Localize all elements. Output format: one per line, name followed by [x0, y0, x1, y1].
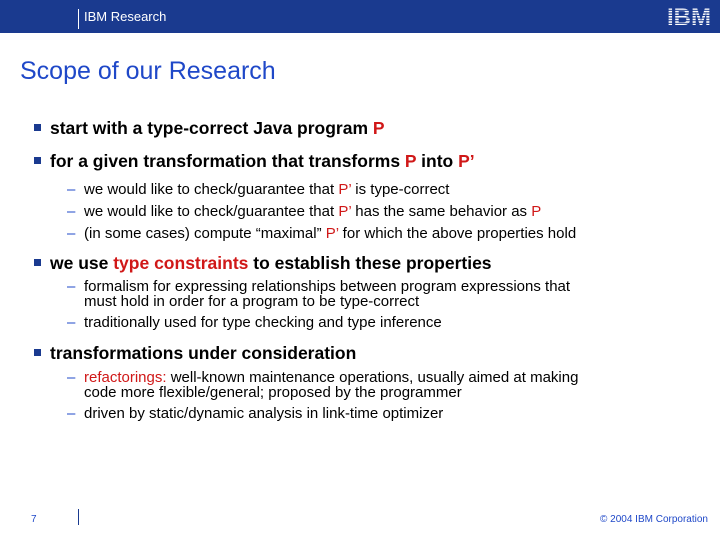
- bullet-list: [34, 115, 704, 422]
- slide-title: Scope of our Research: [20, 57, 276, 85]
- ibm-logo: [664, 3, 714, 29]
- header-divider: [78, 9, 79, 29]
- bullet-square-icon: [34, 349, 41, 356]
- header-bar: [0, 0, 720, 33]
- copyright: © 2004 IBM Corporation: [600, 514, 708, 525]
- bullet-4: transformations under consideration: [34, 342, 704, 364]
- header-label: IBM Research: [84, 9, 167, 24]
- sub-bullet: – driven by static/dynamic analysis in link-time optimizer: [67, 405, 444, 422]
- footer-divider: [78, 509, 79, 525]
- sub-bullet: – formalism for expressing relationships between program expressions that must hold in order for a program to be type-correct: [67, 278, 571, 310]
- sub-bullet: – we would like to check/guarantee that P’ is type-correct: [67, 181, 450, 198]
- sub-bullet: – refactorings: well-known maintenance operations, usually aimed at making code more flexible/general; proposed by the programmer: [67, 369, 579, 401]
- bullet-square-icon: [34, 157, 41, 164]
- bullet-square-icon: [34, 259, 41, 266]
- bullet-2: for a given transformation that transforms P into P’: [34, 150, 704, 172]
- sub-bullet: – (in some cases) compute “maximal” P’ for which the above properties hold: [67, 225, 577, 242]
- sub-bullet: – traditionally used for type checking and type inference: [67, 314, 442, 331]
- svg-text:IBM: IBM: [667, 4, 711, 29]
- page-number: 7: [31, 514, 37, 525]
- sub-bullet: – we would like to check/guarantee that P’ has the same behavior as P: [67, 203, 542, 220]
- bullet-3: we use type constraints to establish these properties: [34, 252, 704, 274]
- bullet-square-icon: [34, 124, 41, 131]
- bullet-1: start with a type-correct Java program P: [34, 117, 704, 139]
